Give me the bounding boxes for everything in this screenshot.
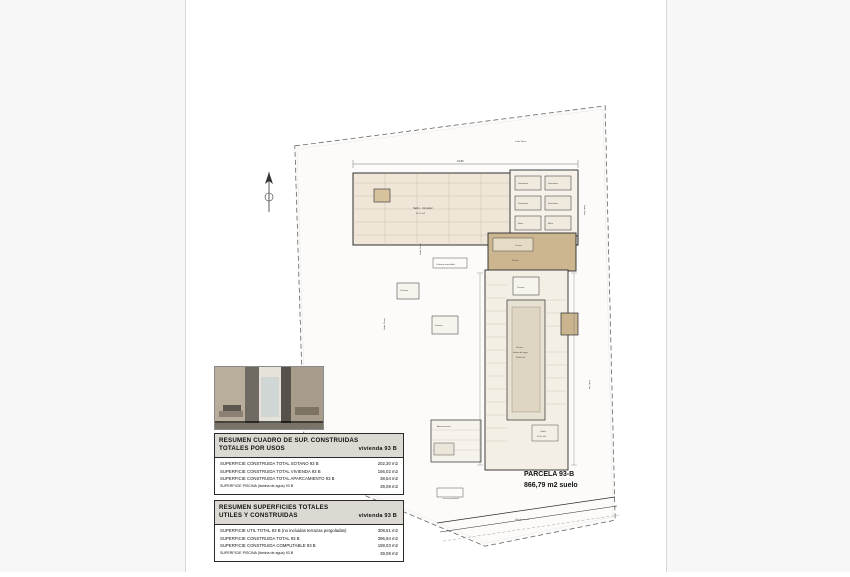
house-and-pool-block bbox=[485, 270, 578, 470]
row-value: 202,30 m2 bbox=[377, 460, 398, 466]
table-unit-label: vivienda 93 B bbox=[358, 513, 397, 520]
row-label: SUPERFICIE UTIL TOTAL 93 B (no incluidas terrazas pergoladas) bbox=[220, 527, 347, 533]
svg-text:Piscina: Piscina bbox=[516, 347, 524, 349]
table-row bbox=[215, 542, 403, 550]
page-margin-right bbox=[666, 0, 850, 572]
svg-text:Terraza: Terraza bbox=[517, 287, 525, 289]
page-margin-left bbox=[0, 0, 185, 572]
svg-text:Trastero: Trastero bbox=[400, 290, 409, 292]
svg-text:acceso peatonal: acceso peatonal bbox=[443, 498, 459, 500]
row-label: SUPERFICIE CONSTRUIDA TOTAL VIVIENDA 93 B bbox=[220, 468, 321, 474]
row-label: SUPERFICIE CONSTRUIDA TOTAL APARCAMIENTO 93 B bbox=[220, 476, 335, 482]
table-row bbox=[215, 535, 403, 543]
table-row bbox=[215, 468, 403, 476]
parcel-name: PARCELA 93-B bbox=[524, 471, 575, 478]
row-value: 308,51 m2 bbox=[377, 527, 398, 533]
svg-text:41,20 m2: 41,20 m2 bbox=[416, 213, 426, 215]
svg-text:Linde Oeste: Linde Oeste bbox=[384, 318, 386, 330]
svg-text:Salón - Comedor: Salón - Comedor bbox=[413, 207, 433, 210]
connector-block bbox=[488, 233, 576, 271]
row-value: 156,02 m2 bbox=[377, 468, 398, 474]
table-title-line2: TOTALES POR USOS bbox=[219, 445, 285, 453]
svg-text:39,08 m2: 39,08 m2 bbox=[516, 357, 526, 359]
svg-text:Dormitorio: Dormitorio bbox=[518, 183, 529, 185]
svg-text:Instalac.: Instalac. bbox=[435, 325, 444, 327]
svg-text:lámina de agua: lámina de agua bbox=[513, 352, 528, 354]
render-interior-thumbnail bbox=[214, 366, 324, 430]
row-value: 39,08 m2 bbox=[380, 551, 398, 557]
table-row bbox=[215, 475, 403, 483]
row-value: 38,54 m2 bbox=[380, 476, 398, 482]
table-body bbox=[215, 458, 403, 494]
table-body bbox=[215, 525, 403, 561]
table-header bbox=[215, 434, 403, 458]
table-title-line2: UTILES Y CONSTRUIDAS bbox=[219, 512, 298, 520]
table-header bbox=[215, 501, 403, 525]
row-label: SUPERFICIE CONSTRUIDA TOTAL 93 B bbox=[220, 535, 300, 541]
svg-text:19.80: 19.80 bbox=[457, 160, 464, 163]
row-label: SUPERFICIE PISCINA (lámina de agua) 93 B bbox=[220, 551, 294, 556]
table-row bbox=[215, 527, 403, 535]
svg-text:Baño: Baño bbox=[548, 223, 554, 225]
svg-text:Vial de acceso: Vial de acceso bbox=[515, 519, 530, 521]
svg-text:Linde Oeste: Linde Oeste bbox=[420, 243, 422, 255]
svg-text:Baño: Baño bbox=[518, 223, 524, 225]
svg-text:Linde Sur: Linde Sur bbox=[588, 380, 590, 390]
svg-text:Porche: Porche bbox=[512, 260, 519, 262]
svg-text:Linde Norte: Linde Norte bbox=[515, 141, 527, 143]
svg-text:Dormitorio: Dormitorio bbox=[548, 203, 559, 205]
svg-text:Dormitorio: Dormitorio bbox=[548, 183, 559, 185]
table-unit-label: vivienda 93 B bbox=[358, 446, 397, 453]
svg-text:Dormitorio: Dormitorio bbox=[518, 203, 529, 205]
table-row bbox=[215, 460, 403, 468]
svg-text:43,10 m2: 43,10 m2 bbox=[537, 436, 547, 438]
row-label: SUPERFICIE PISCINA (lámina de agua) 93 B bbox=[220, 484, 294, 489]
row-value: 396,94 m2 bbox=[377, 535, 398, 541]
svg-text:Jardín: Jardín bbox=[540, 431, 547, 433]
row-value: 159,03 m2 bbox=[377, 543, 398, 549]
table-title-line1: RESUMEN CUADRO DE SUP. CONSTRUIDAS bbox=[219, 437, 359, 444]
svg-text:Aparcamiento: Aparcamiento bbox=[437, 426, 451, 428]
table-title-line1: RESUMEN SUPERFICIES TOTALES bbox=[219, 504, 329, 511]
svg-text:Cocina: Cocina bbox=[515, 245, 522, 247]
row-label: SUPERFICIE CONSTRUIDA TOTAL SOTANO 93 B bbox=[220, 460, 319, 466]
svg-text:Linde Este: Linde Este bbox=[583, 205, 585, 216]
row-label: SUPERFICIE CONSTRUIDA COMPUTABLE 93 B bbox=[220, 543, 316, 549]
north-arrow-icon bbox=[258, 170, 280, 214]
summary-table-totals bbox=[214, 500, 404, 562]
row-value: 39,08 m2 bbox=[380, 484, 398, 490]
table-row bbox=[215, 483, 403, 491]
parcel-area: 866,79 m2 suelo bbox=[524, 481, 578, 489]
parcel-label bbox=[524, 470, 578, 491]
summary-table-by-use bbox=[214, 433, 404, 495]
table-row bbox=[215, 550, 403, 558]
svg-text:Cubierta transitable: Cubierta transitable bbox=[436, 264, 455, 266]
